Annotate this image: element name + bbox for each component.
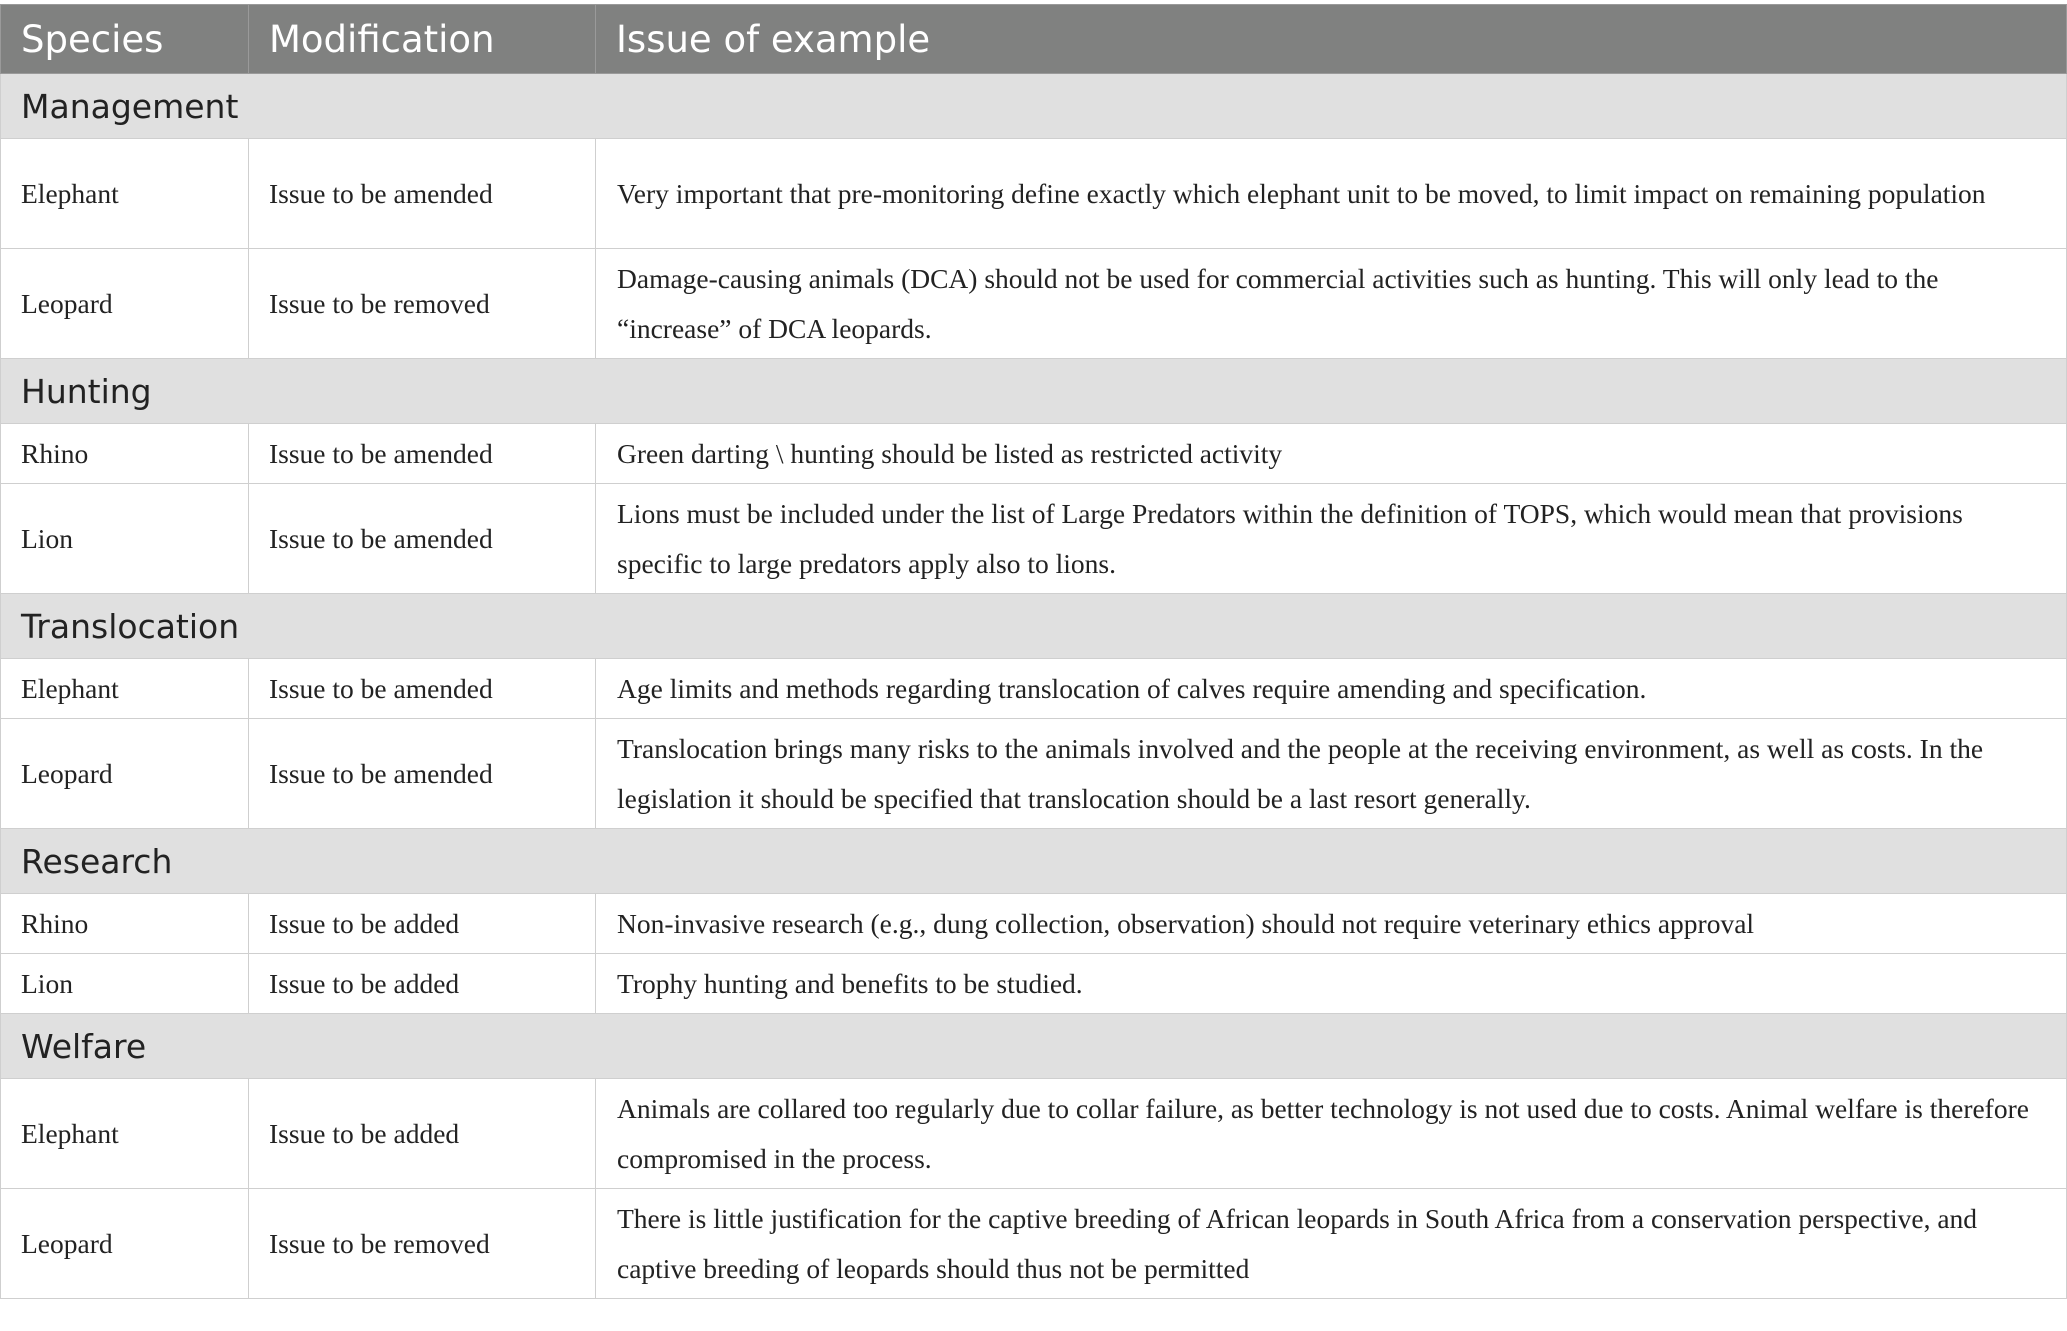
species-cell: Leopard [1, 719, 249, 829]
group-row-management [1, 74, 2067, 139]
modification-cell: Issue to be amended [249, 719, 596, 829]
table-row [1, 1189, 2067, 1299]
table-row [1, 1079, 2067, 1189]
modification-cell: Issue to be amended [249, 484, 596, 594]
table-row [1, 249, 2067, 359]
modification-cell: Issue to be removed [249, 249, 596, 359]
species-cell: Leopard [1, 1189, 249, 1299]
issue-cell: Non-invasive research (e.g., dung collection, observation) should not require veterinary ethics approval [596, 894, 2067, 954]
table-row [1, 719, 2067, 829]
modification-cell: Issue to be amended [249, 659, 596, 719]
species-cell: Leopard [1, 249, 249, 359]
issues-table [0, 4, 2067, 1299]
table-row [1, 139, 2067, 249]
table-row [1, 659, 2067, 719]
species-cell: Elephant [1, 1079, 249, 1189]
modification-cell: Issue to be added [249, 1079, 596, 1189]
header-issue: Issue of example [596, 5, 2067, 74]
table-row [1, 424, 2067, 484]
table-header [1, 5, 2067, 74]
group-row-welfare [1, 1014, 2067, 1079]
table-row [1, 894, 2067, 954]
group-label: Management [1, 74, 2067, 139]
modification-cell: Issue to be added [249, 894, 596, 954]
issue-cell: There is little justification for the captive breeding of African leopards in South Africa from a conservation perspective, and captive breeding of leopards should thus not be permitted [596, 1189, 2067, 1299]
issue-cell: Age limits and methods regarding translocation of calves require amending and specification. [596, 659, 2067, 719]
group-row-translocation [1, 594, 2067, 659]
table-body [1, 74, 2067, 1299]
modification-cell: Issue to be added [249, 954, 596, 1014]
species-cell: Rhino [1, 894, 249, 954]
modification-cell: Issue to be removed [249, 1189, 596, 1299]
issue-cell: Damage-causing animals (DCA) should not be used for commercial activities such as hunting. This will only lead to the “increase” of DCA leopards. [596, 249, 2067, 359]
group-label: Welfare [1, 1014, 2067, 1079]
species-cell: Rhino [1, 424, 249, 484]
header-species: Species [1, 5, 249, 74]
issue-cell: Lions must be included under the list of Large Predators within the definition of TOPS, which would mean that provisions specific to large predators apply also to lions. [596, 484, 2067, 594]
species-cell: Elephant [1, 659, 249, 719]
group-label: Hunting [1, 359, 2067, 424]
issue-cell: Animals are collared too regularly due to collar failure, as better technology is not used due to costs. Animal welfare is therefore compromised in the process. [596, 1079, 2067, 1189]
species-cell: Elephant [1, 139, 249, 249]
group-label: Research [1, 829, 2067, 894]
table-row [1, 954, 2067, 1014]
issue-cell: Trophy hunting and benefits to be studied. [596, 954, 2067, 1014]
group-label: Translocation [1, 594, 2067, 659]
issue-cell: Green darting \ hunting should be listed as restricted activity [596, 424, 2067, 484]
group-row-hunting [1, 359, 2067, 424]
species-cell: Lion [1, 484, 249, 594]
table-row [1, 484, 2067, 594]
modification-cell: Issue to be amended [249, 139, 596, 249]
issue-cell: Very important that pre-monitoring define exactly which elephant unit to be moved, to limit impact on remaining population [596, 139, 2067, 249]
issue-cell: Translocation brings many risks to the animals involved and the people at the receiving environment, as well as costs. In the legislation it should be specified that translocation should be a last resort generally. [596, 719, 2067, 829]
header-modification: Modification [249, 5, 596, 74]
group-row-research [1, 829, 2067, 894]
species-cell: Lion [1, 954, 249, 1014]
modification-cell: Issue to be amended [249, 424, 596, 484]
header-row [1, 5, 2067, 74]
